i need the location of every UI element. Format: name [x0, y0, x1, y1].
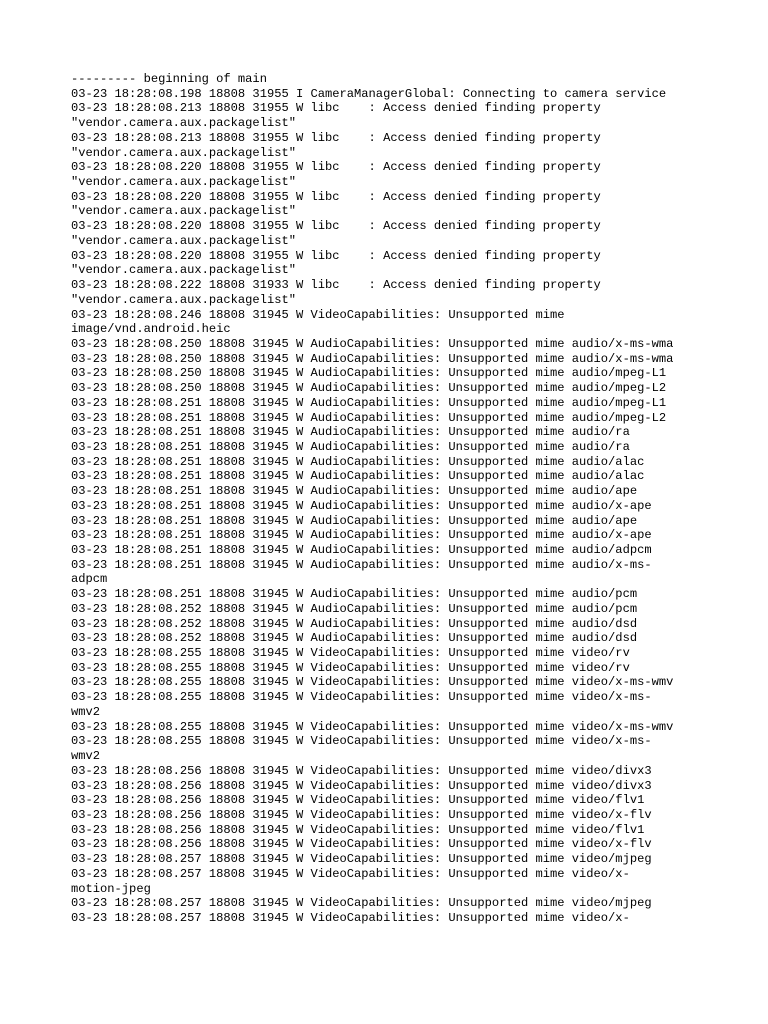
log-line: wmv2	[71, 704, 101, 719]
log-line: 03-23 18:28:08.255 18808 31945 W VideoCapabilities: Unsupported mime video/x-ms-	[71, 690, 652, 705]
log-line: "vendor.camera.aux.packagelist"	[71, 116, 296, 131]
log-line: 03-23 18:28:08.198 18808 31955 I CameraManagerGlobal: Connecting to camera service	[71, 86, 667, 101]
log-line: 03-23 18:28:08.255 18808 31945 W VideoCapabilities: Unsupported mime video/rv	[71, 660, 630, 675]
log-line: --------- beginning of main	[71, 72, 267, 86]
log-line: "vendor.camera.aux.packagelist"	[71, 233, 296, 248]
log-line: 03-23 18:28:08.220 18808 31955 W libc : Access denied finding property	[71, 248, 601, 263]
log-line: 03-23 18:28:08.222 18808 31933 W libc : Access denied finding property	[71, 278, 601, 293]
log-line: 03-23 18:28:08.255 18808 31945 W VideoCapabilities: Unsupported mime video/x-ms-	[71, 734, 652, 749]
log-line: motion-jpeg	[71, 881, 151, 896]
log-line: "vendor.camera.aux.packagelist"	[71, 292, 296, 307]
log-line: "vendor.camera.aux.packagelist"	[71, 175, 296, 190]
log-line: 03-23 18:28:08.213 18808 31955 W libc : Access denied finding property	[71, 101, 601, 116]
log-line: 03-23 18:28:08.220 18808 31955 W libc : Access denied finding property	[71, 219, 601, 234]
log-line: 03-23 18:28:08.252 18808 31945 W AudioCapabilities: Unsupported mime audio/pcm	[71, 601, 638, 616]
log-line: 03-23 18:28:08.251 18808 31945 W AudioCapabilities: Unsupported mime audio/mpeg-L1	[71, 395, 667, 410]
log-line: 03-23 18:28:08.255 18808 31945 W VideoCapabilities: Unsupported mime video/rv	[71, 646, 630, 661]
log-line: 03-23 18:28:08.257 18808 31945 W VideoCapabilities: Unsupported mime video/mjpeg	[71, 852, 652, 867]
log-line: 03-23 18:28:08.220 18808 31955 W libc : Access denied finding property	[71, 160, 601, 175]
log-document	[71, 72, 711, 926]
log-line: 03-23 18:28:08.251 18808 31945 W AudioCapabilities: Unsupported mime audio/ra	[71, 425, 630, 440]
log-line: "vendor.camera.aux.packagelist"	[71, 204, 296, 219]
log-line: 03-23 18:28:08.250 18808 31945 W AudioCapabilities: Unsupported mime audio/x-ms-wma	[71, 351, 674, 366]
log-line: adpcm	[71, 572, 108, 587]
log-line: wmv2	[71, 749, 101, 764]
log-line: 03-23 18:28:08.251 18808 31945 W AudioCapabilities: Unsupported mime audio/adpcm	[71, 543, 652, 557]
log-line: image/vnd.android.heic	[71, 322, 231, 337]
log-line: 03-23 18:28:08.251 18808 31945 W AudioCapabilities: Unsupported mime audio/x-ms-	[71, 557, 652, 572]
log-line: 03-23 18:28:08.256 18808 31945 W VideoCapabilities: Unsupported mime video/x-flv	[71, 837, 652, 852]
log-line: 03-23 18:28:08.251 18808 31945 W AudioCapabilities: Unsupported mime audio/x-ape	[71, 498, 652, 513]
log-line: "vendor.camera.aux.packagelist"	[71, 263, 296, 278]
log-line: 03-23 18:28:08.255 18808 31945 W VideoCapabilities: Unsupported mime video/x-ms-wmv	[71, 719, 674, 734]
log-line: 03-23 18:28:08.257 18808 31945 W VideoCapabilities: Unsupported mime video/x-	[71, 866, 630, 881]
log-line: 03-23 18:28:08.256 18808 31945 W VideoCapabilities: Unsupported mime video/x-flv	[71, 807, 652, 822]
log-line: "vendor.camera.aux.packagelist"	[71, 145, 296, 160]
log-line: 03-23 18:28:08.251 18808 31945 W AudioCapabilities: Unsupported mime audio/mpeg-L2	[71, 410, 667, 425]
log-line: 03-23 18:28:08.255 18808 31945 W VideoCapabilities: Unsupported mime video/x-ms-wmv	[71, 675, 674, 690]
log-line: 03-23 18:28:08.251 18808 31945 W AudioCapabilities: Unsupported mime audio/alac	[71, 469, 645, 484]
log-line: 03-23 18:28:08.251 18808 31945 W AudioCapabilities: Unsupported mime audio/x-ape	[71, 528, 652, 543]
log-line: 03-23 18:28:08.251 18808 31945 W AudioCapabilities: Unsupported mime audio/ape	[71, 513, 638, 528]
log-line: 03-23 18:28:08.251 18808 31945 W AudioCapabilities: Unsupported mime audio/alac	[71, 454, 645, 469]
log-line: 03-23 18:28:08.252 18808 31945 W AudioCapabilities: Unsupported mime audio/dsd	[71, 616, 638, 631]
log-line: 03-23 18:28:08.251 18808 31945 W AudioCapabilities: Unsupported mime audio/ra	[71, 439, 630, 454]
log-line: 03-23 18:28:08.257 18808 31945 W VideoCapabilities: Unsupported mime video/x-	[71, 910, 630, 925]
log-line: 03-23 18:28:08.220 18808 31955 W libc : Access denied finding property	[71, 189, 601, 204]
log-line: 03-23 18:28:08.256 18808 31945 W VideoCapabilities: Unsupported mime video/divx3	[71, 778, 652, 793]
log-line: 03-23 18:28:08.256 18808 31945 W VideoCapabilities: Unsupported mime video/divx3	[71, 763, 652, 778]
log-line: 03-23 18:28:08.250 18808 31945 W AudioCapabilities: Unsupported mime audio/mpeg-L2	[71, 381, 667, 396]
log-line: 03-23 18:28:08.252 18808 31945 W AudioCapabilities: Unsupported mime audio/dsd	[71, 631, 638, 646]
log-line: 03-23 18:28:08.251 18808 31945 W AudioCapabilities: Unsupported mime audio/ape	[71, 484, 638, 499]
log-line: 03-23 18:28:08.256 18808 31945 W VideoCapabilities: Unsupported mime video/flv1	[71, 822, 645, 837]
log-line: 03-23 18:28:08.250 18808 31945 W AudioCapabilities: Unsupported mime audio/x-ms-wma	[71, 336, 674, 351]
log-line: 03-23 18:28:08.213 18808 31955 W libc : Access denied finding property	[71, 130, 601, 145]
log-line: 03-23 18:28:08.250 18808 31945 W AudioCapabilities: Unsupported mime audio/mpeg-L1	[71, 366, 667, 381]
log-line: 03-23 18:28:08.251 18808 31945 W AudioCapabilities: Unsupported mime audio/pcm	[71, 587, 638, 602]
log-line: 03-23 18:28:08.257 18808 31945 W VideoCapabilities: Unsupported mime video/mjpeg	[71, 896, 652, 911]
log-line: 03-23 18:28:08.246 18808 31945 W VideoCapabilities: Unsupported mime	[71, 307, 565, 322]
log-line: 03-23 18:28:08.256 18808 31945 W VideoCapabilities: Unsupported mime video/flv1	[71, 793, 645, 808]
